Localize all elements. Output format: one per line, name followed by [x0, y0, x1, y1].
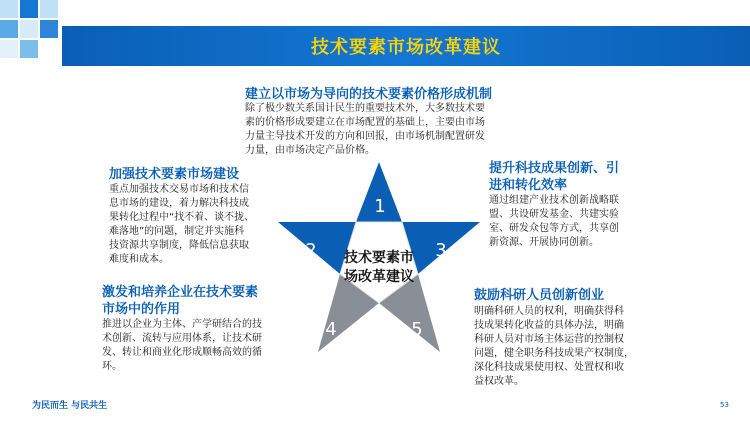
footer-slogan: 为民而生 与民共生 [32, 401, 108, 411]
page-title: 技术要素市场改革建议 [311, 37, 501, 58]
segment-number-3: 3 [435, 240, 447, 261]
center-label [337, 249, 421, 287]
item-4-body: 推进以企业为主体、产学研结合的技 术创新、流转与应用体系，让技术研 发、转让和商业化形成顺畅高效的循 环。 [102, 319, 262, 372]
item-5-heading: 鼓励科研人员创新创业 [474, 288, 605, 303]
segment-number-2: 2 [305, 240, 317, 261]
item-1-heading: 建立以市场为导向的技术要素价格形成机制 [245, 87, 493, 102]
item-1-body: 除了极少数关系国计民生的重要技术外，大多数技术要 素的价格形成要建立在市场配置的基础上，主要由市场 力量主导技术开发的方向和回报，由市场机制配置研发 力量，由市场决定产品价格。 [245, 103, 485, 156]
page-number: 53 [720, 401, 729, 409]
item-3-body: 通过组建产业技术创新战略联 盟、共设研发基金、共建实验 室、研发众包等方式，共享创 新资源、开展协同创新。 [489, 195, 619, 248]
segment-number-1: 1 [374, 196, 386, 217]
segment-number-4: 4 [325, 319, 337, 340]
center-label-line-2: 场改革建议 [344, 269, 414, 285]
item-3-heading: 提升科技成果创新、引 进和转化效率 [489, 161, 620, 193]
segment-number-5: 5 [411, 319, 423, 340]
center-label-line-1: 技术要素市 [344, 250, 414, 266]
item-2-body: 重点加强技术交易市场和技术信 息市场的建设，着力解决科技成 果转化过程中“找不着、谈不拢、 难落地”的问题，制定并实施科 技资源共享制度，降低信息获取 难度和成本。 [109, 184, 255, 265]
item-5-body: 明确科研人员的权利，明确获得科 技成果转化收益的具体办法，明确 科研人员对市场主体运营的控制权 问题，健全职务科技成果产权制度， 深化科技成果使用权、处置权和收 益权改革。 [474, 306, 634, 387]
item-2-heading: 加强技术要素市场建设 [109, 167, 240, 182]
item-4-heading: 激发和培养企业在技术要素 市场中的作用 [102, 285, 259, 317]
